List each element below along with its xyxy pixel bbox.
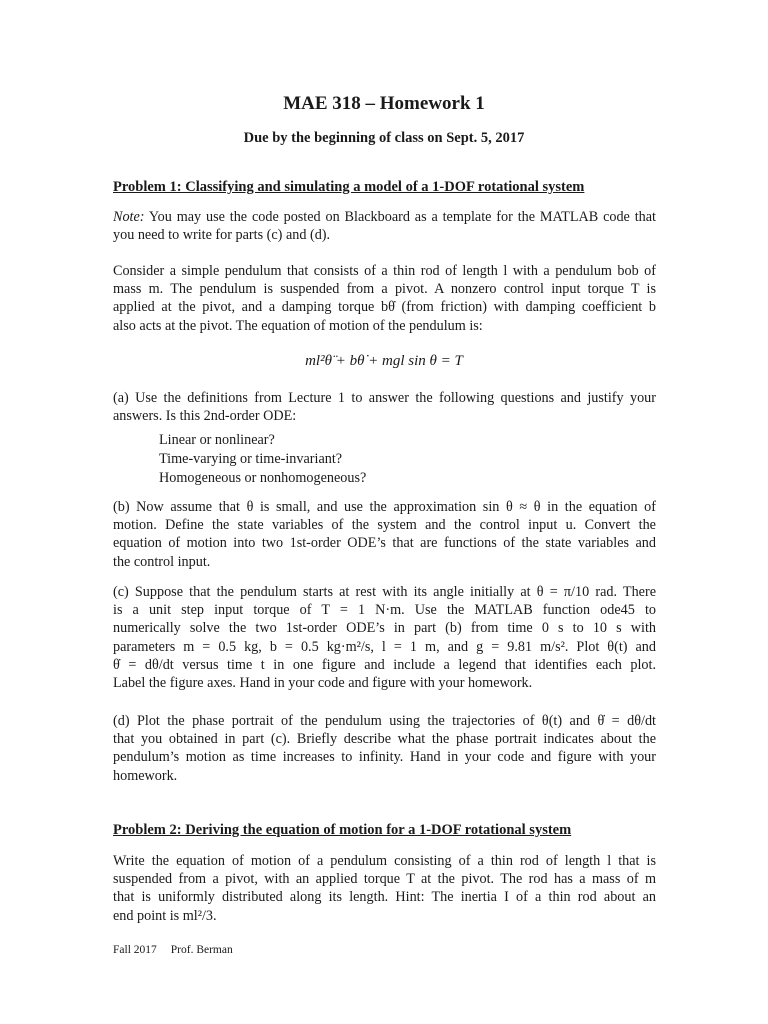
part-b-line-4: the control input. xyxy=(113,553,211,570)
part-b-line-3: equation of motion into two 1st-order ODE’s that are functions of the state variables and xyxy=(113,535,656,552)
equation-of-motion: ml²θ̈ + bθ̇ + mgl sin θ = T xyxy=(305,353,463,369)
part-d-line-3: pendulum’s motion as time increases to infinity. Hand in your code and figure with your xyxy=(113,749,656,766)
part-c-line-3: numerically solve the two 1st-order ODE’s in part (b) from time 0 s to 10 s with xyxy=(113,620,656,637)
intro-line-2: mass m. The pendulum is suspended from a pivot. A nonzero control input torque T is xyxy=(113,281,656,298)
part-d-line-2: that you obtained in part (c). Briefly describe what the phase portrait indicates about the xyxy=(113,731,656,748)
problem-1-intro xyxy=(113,262,656,335)
note-text: You may use the code posted on Blackboard as a template for the MATLAB code that you need to write for parts (c) and (d). xyxy=(113,209,656,244)
list-item-text: Linear or nonlinear? xyxy=(159,432,275,448)
part-d xyxy=(113,712,656,785)
part-d-line-1: (d) Plot the phase portrait of the pendulum using the trajectories of θ(t) and θ̇ = dθ/dt xyxy=(113,713,656,729)
document-title: MAE 318 – Homework 1 xyxy=(283,93,485,114)
part-d-line-4: homework. xyxy=(113,767,178,784)
footer-term: Fall 2017 xyxy=(113,944,157,956)
part-b xyxy=(113,498,656,571)
problem-2-heading: Problem 2: Deriving the equation of motion for a 1-DOF rotational system xyxy=(113,822,572,838)
part-c-line-5: θ̇ = dθ/dt versus time t in one figure and include a legend that identifies each plot. xyxy=(113,656,656,673)
part-b-line-1: (b) Now assume that θ is small, and use the approximation sin θ ≈ θ in the equation of xyxy=(113,499,656,515)
part-c-line-1: (c) Suppose that the pendulum starts at rest with its angle initially at θ = π/10 rad. There xyxy=(113,584,656,600)
intro-line-4: also acts at the pivot. The equation of motion of the pendulum is: xyxy=(113,317,483,334)
part-a-line-1: (a) Use the definitions from Lecture 1 to answer the following questions and justify your xyxy=(113,390,656,406)
problem-2-line-4: end point is ml²/3. xyxy=(113,907,217,924)
part-b-line-2: motion. Define the state variables of the system and the control input u. Convert the xyxy=(113,517,656,534)
list-item-text: Homogeneous or nonhomogeneous? xyxy=(159,470,367,486)
problem-2-line-2: suspended from a pivot, with an applied torque T at the pivot. The rod has a mass of m xyxy=(113,871,656,888)
part-c xyxy=(113,583,656,692)
problem-2-line-1: Write the equation of motion of a pendulum consisting of a thin rod of length l that is xyxy=(113,853,656,869)
problem-1-heading: Problem 1: Classifying and simulating a model of a 1-DOF rotational system xyxy=(113,179,585,195)
due-date: Due by the beginning of class on Sept. 5, 2017 xyxy=(243,130,525,146)
note-label: Note: xyxy=(113,209,145,225)
page-footer xyxy=(113,944,233,956)
part-c-line-4: parameters m = 0.5 kg, b = 0.5 kg·m²/s, l = 1 m, and g = 9.81 m/s². Plot θ(t) and xyxy=(113,638,656,655)
problem-2-text xyxy=(113,852,656,925)
intro-line-1: Consider a simple pendulum that consists of a thin rod of length l with a pendulum bob of xyxy=(113,263,656,279)
problem-2-line-3: that is uniformly distributed along its length. Hint: The inertia I of a thin rod about an xyxy=(113,889,656,906)
part-c-line-6: Label the figure axes. Hand in your code and figure with your homework. xyxy=(113,675,533,692)
part-a xyxy=(113,389,656,425)
problem-1-note xyxy=(113,208,656,244)
intro-line-3: applied at the pivot, and a damping torque bθ̇ (from friction) with damping coefficient b xyxy=(113,299,656,316)
list-item-text: Time-varying or time-invariant? xyxy=(159,451,343,467)
footer-instructor: Prof. Berman xyxy=(170,944,233,956)
part-a-line-2: answers. Is this 2nd-order ODE: xyxy=(113,408,297,425)
part-c-line-2: is a unit step input torque of T = 1 N·m. Use the MATLAB function ode45 to xyxy=(113,602,656,619)
